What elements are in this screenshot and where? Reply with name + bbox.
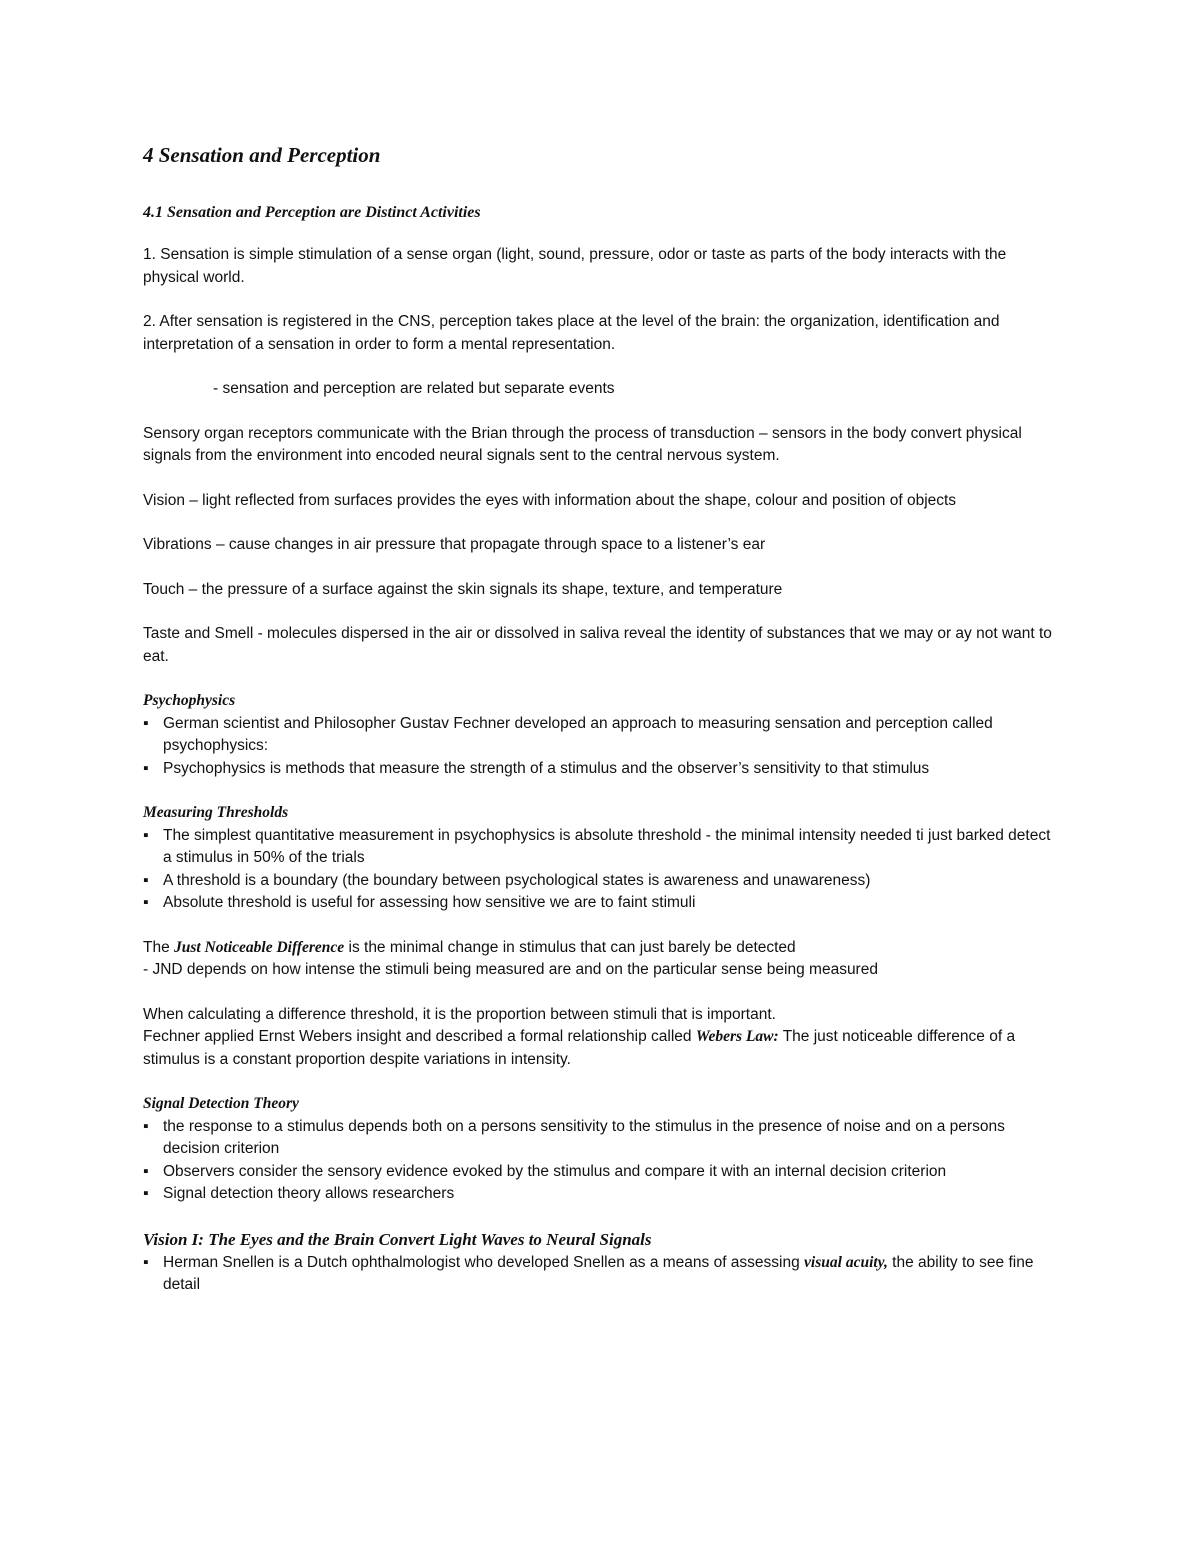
bullet-icon: ▪: [143, 1253, 149, 1271]
heading-vision: Vision I: The Eyes and the Brain Convert Light Waves to Neural Signals: [143, 1229, 652, 1249]
bullet-icon: ▪: [143, 1117, 149, 1135]
vision-item-prefix: Herman Snellen is a Dutch ophthalmologist who developed Snellen as a means of assessing: [163, 1253, 805, 1271]
list-signal-detection: [143, 1116, 1060, 1206]
list-item: [143, 1252, 1060, 1297]
bullet-icon: ▪: [143, 759, 149, 777]
section-subtitle: 4.1 Sensation and Perception are Distinct Activities: [143, 204, 481, 221]
weber-suffix: The just noticeable difference of a stimulus is a constant proportion despite variations in intensity.: [143, 1028, 1016, 1068]
jnd-prefix: The: [143, 938, 175, 956]
list-thresholds: [143, 825, 1060, 915]
jnd-suffix: is the minimal change in stimulus that can just barely be detected: [344, 938, 796, 956]
paragraph-taste-smell: Taste and Smell - molecules dispersed in the air or dissolved in saliva reveal the identity of substances that we may or ay not want to eat.: [143, 625, 1052, 665]
page-title: 4 Sensation and Perception: [143, 143, 381, 167]
heading-thresholds: Measuring Thresholds: [143, 804, 289, 821]
list-item: [143, 1183, 1060, 1206]
list-item-text: Observers consider the sensory evidence evoked by the stimulus and compare it with an internal decision criterion: [163, 1162, 947, 1180]
list-item: [143, 1116, 1060, 1161]
paragraph-sensation: 1. Sensation is simple stimulation of a sense organ (light, sound, pressure, odor or taste as parts of the body interacts with the physical world.: [143, 246, 1007, 286]
list-item-text: the response to a stimulus depends both on a persons sensitivity to the stimulus in the presence of noise and on a persons decision criterion: [163, 1117, 1005, 1157]
paragraph-transduction: Sensory organ receptors communicate with the Brian through the process of transduction – sensors in the body convert physical signals from the environment into encoded neural signals sent to the central nervous system.: [143, 424, 1022, 464]
list-item: [143, 825, 1060, 870]
weber-law: [143, 1026, 1060, 1071]
bullet-icon: ▪: [143, 894, 149, 911]
paragraph-vision: Vision – light reflected from surfaces provides the eyes with information about the shape, colour and position of objects: [143, 491, 957, 509]
paragraph-touch: Touch – the pressure of a surface against the skin signals its shape, texture, and temperature: [143, 580, 783, 598]
list-item-text: A threshold is a boundary (the boundary between psychological states is awareness and unawareness): [163, 871, 871, 889]
list-item-text: The simplest quantitative measurement in psychophysics is absolute threshold - the minimal intensity needed ti just barked detect a stimulus in 50% of the trials: [163, 826, 1051, 866]
list-vision: [143, 1252, 1060, 1297]
heading-psychophysics: Psychophysics: [143, 692, 236, 709]
list-item-text: Psychophysics is methods that measure the strength of a stimulus and the observer’s sensitivity to that stimulus: [163, 759, 930, 777]
list-item-text: German scientist and Philosopher Gustav Fechner developed an approach to measuring sensation and perception called psychophysics:: [163, 714, 993, 754]
bullet-icon: ▪: [143, 1185, 149, 1202]
list-item: [143, 870, 1060, 893]
list-item: [143, 1161, 1060, 1184]
weber-intro: When calculating a difference threshold, it is the proportion between stimuli that is important.: [143, 1005, 776, 1023]
paragraph-vibrations: Vibrations – cause changes in air pressure that propagate through space to a listener’s ear: [143, 536, 766, 553]
bullet-icon: ▪: [143, 826, 149, 844]
jnd-note: - JND depends on how intense the stimuli being measured are and on the particular sense being measured: [143, 961, 878, 978]
list-psychophysics: [143, 713, 1060, 781]
list-item-text: Signal detection theory allows researchers: [163, 1185, 455, 1202]
bullet-icon: ▪: [143, 1162, 149, 1180]
paragraph-perception: 2. After sensation is registered in the CNS, perception takes place at the level of the brain: the organization, identification and interpretation of a sensation in order to form a mental representation.: [143, 313, 1000, 353]
list-item: [143, 713, 1060, 758]
weber-block: [143, 1004, 1060, 1072]
list-item-text: Absolute threshold is useful for assessing how sensitive we are to faint stimuli: [163, 894, 696, 911]
bullet-icon: ▪: [143, 714, 149, 732]
vision-item-term: visual acuity,: [804, 1253, 888, 1271]
jnd-term: Just Noticeable Difference: [174, 938, 345, 956]
jnd-block: [143, 937, 1060, 982]
bullet-icon: ▪: [143, 871, 149, 889]
paragraph-related: - sensation and perception are related but separate events: [213, 380, 615, 397]
heading-signal-detection: Signal Detection Theory: [143, 1095, 299, 1112]
weber-prefix: Fechner applied Ernst Webers insight and described a formal relationship called: [143, 1028, 696, 1045]
list-item: [143, 758, 1060, 781]
weber-term: Webers Law:: [695, 1028, 779, 1045]
vision-item-suffix: the ability to see fine detail: [163, 1253, 1034, 1293]
jnd-definition: [143, 937, 1060, 960]
list-item: [143, 892, 1060, 915]
